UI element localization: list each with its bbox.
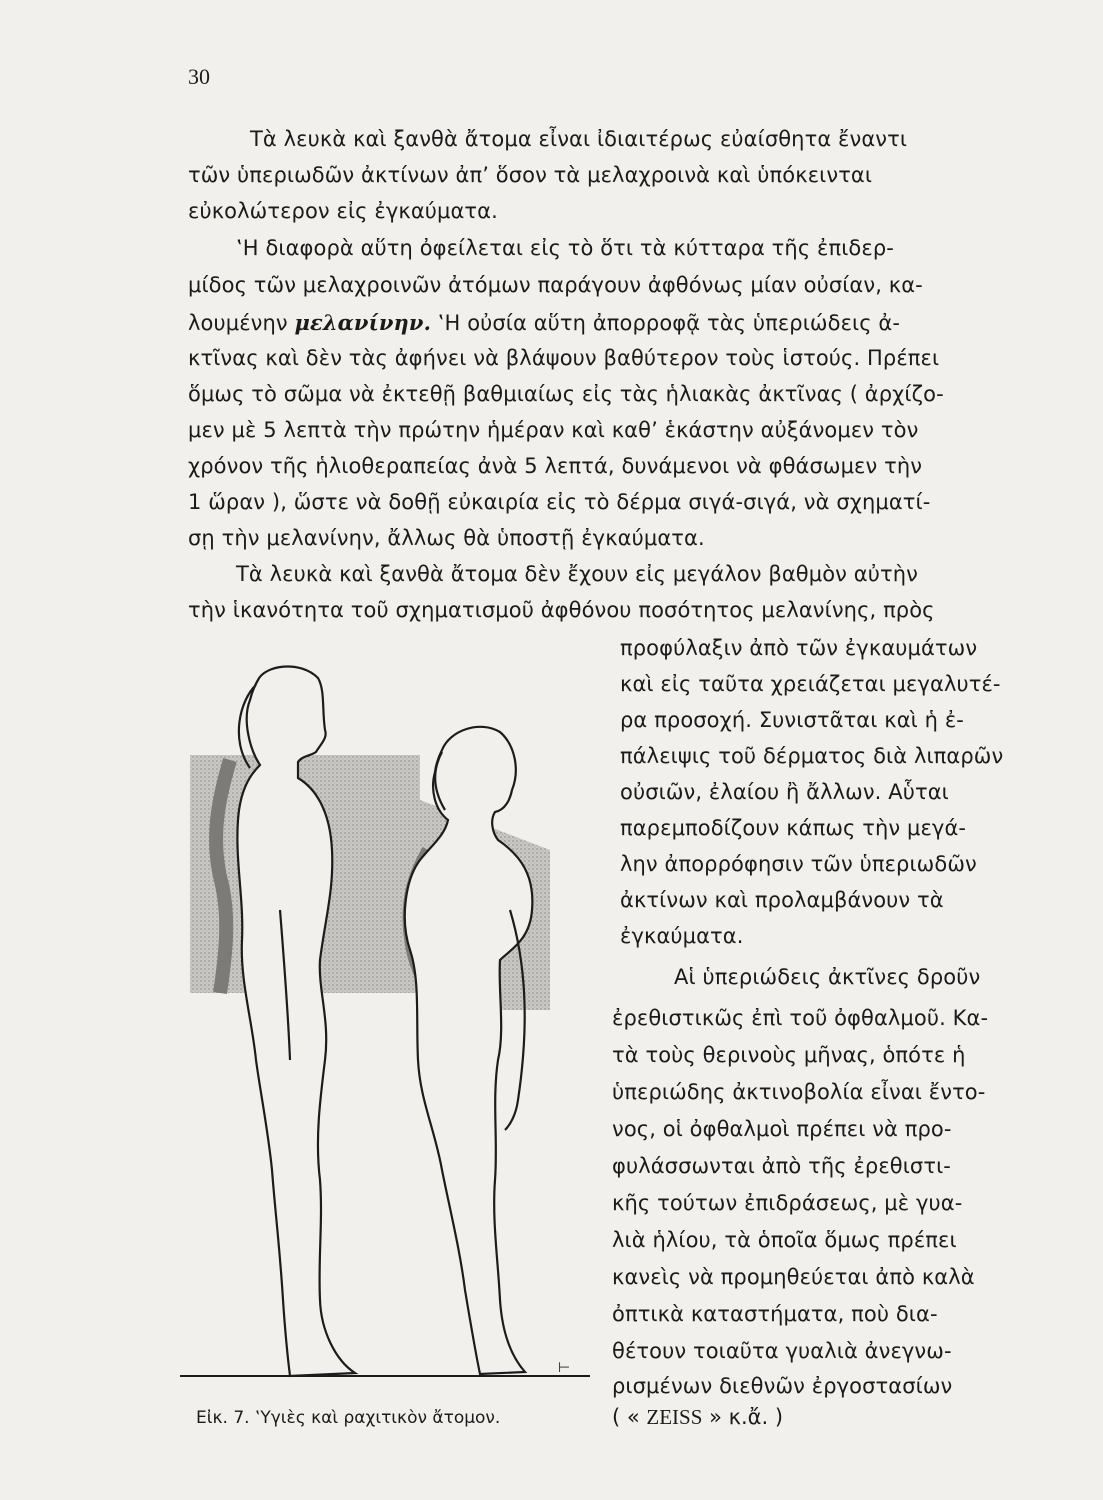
right-line-8: ἀκτίνων καὶ προλαμβάνουν τὰ [620,888,944,912]
text-line-3: εὐκολώτερον εἰς ἐγκαύματα. [188,199,498,223]
text-line-7: κτῖνας καὶ δὲν τὰς ἀφήνει νὰ βλάψουν βαθύτερον τοὺς ἱστούς. Πρέπει [188,346,940,370]
bracket-open: ( « [612,1405,647,1429]
zeiss-line [612,1405,783,1430]
term-melanin: μελανίνην. [294,310,431,335]
right-line-4: πάλειψις τοῦ δέρματος διὰ λιπαρῶν [620,744,1004,768]
text-line-4: ‛Η διαφορὰ αὕτη ὀφείλεται εἰς τὸ ὅτι τὰ κύτταρα τῆς ἐπιδερ- [236,236,894,260]
right-line-5: οὐσιῶν, ἐλαίου ἢ ἄλλων. Αὗται [620,780,949,804]
text-segment: ‛Η οὐσία αὕτη ἀπορροφᾷ τὰς ὑπεριώδεις ἀ- [430,311,901,335]
right-line-2: καὶ εἰς ταῦτα χρειάζεται μεγαλυτέ- [620,672,1001,696]
right-line-21: ρισμένων διεθνῶν ἐργοστασίων [612,1374,953,1398]
right-line-20: θέτουν τοιαῦτα γυαλιὰ ἀνεγνω- [612,1339,952,1363]
text-line-5: μίδος τῶν μελαχροινῶν ἀτόμων παράγουν ἀφθόνως μίαν οὐσίαν, κα- [188,273,923,297]
artist-mark: ⊢ [558,1360,571,1376]
right-line-7: λην ἀπορρόφησιν τῶν ὑπεριωδῶν [620,852,977,876]
right-line-17: λιὰ ἡλίου, τὰ ὁποῖα ὅμως πρέπει [612,1228,957,1252]
text-line-9: μεν μὲ 5 λεπτὰ τὴν πρώτην ἡμέραν καὶ καθ’ ἑκάστην αὐξάνομεν τὸν [188,418,919,442]
text-line-14: τὴν ἱκανότητα τοῦ σχηματισμοῦ ἀφθόνου ποσότητος μελανίνης, πρὸς [188,598,935,622]
right-line-15: φυλάσσωνται ἀπὸ τῆς ἐρεθιστι- [612,1154,951,1178]
text-line-8: ὅμως τὸ σῶμα νὰ ἐκτεθῇ βαθμιαίως εἰς τὰς ἡλιακὰς ἀκτῖνας ( ἀρχίζο- [188,382,944,406]
right-line-19: ὀπτικὰ καταστήματα, ποὺ δια- [612,1302,938,1326]
right-line-18: κανεὶς νὰ προμηθεύεται ἀπὸ καλὰ [612,1265,975,1289]
page-number: 30 [188,64,210,89]
right-line-3: ρα προσοχή. Συνιστᾶται καὶ ἡ ἐ- [620,708,964,732]
figure-caption: Εἰκ. 7. ‛Υγιὲς καὶ ραχιτικὸν ἄτομον. [196,1408,501,1428]
right-line-14: νος, οἱ ὀφθαλμοὶ πρέπει νὰ προ- [612,1117,952,1141]
text-segment: λουμένην [188,311,295,335]
text-line-2: τῶν ὑπεριωδῶν ἀκτίνων ἀπ’ ὅσον τὰ μελαχροινὰ καὶ ὑπόκεινται [188,163,873,187]
text-line-10: χρόνον τῆς ἡλιοθεραπείας ἀνὰ 5 λεπτά, δυνάμενοι νὰ φθάσωμεν τὴν [188,454,923,478]
right-line-1: προφύλαξιν ἀπὸ τῶν ἐγκαυμάτων [620,636,978,660]
text-line-12: σῃ τὴν μελανίνην, ἄλλως θὰ ὑποστῇ ἐγκαύματα. [188,526,705,550]
right-line-9: ἐγκαύματα. [620,924,744,948]
text-line-13: Τὰ λευκὰ καὶ ξανθὰ ἄτομα δὲν ἔχουν εἰς μεγάλον βαθμὸν αὐτὴν [236,562,918,586]
right-line-10: Αἱ ὑπεριώδεις ἀκτῖνες δροῦν [674,965,981,989]
text-line-1: Τὰ λευκὰ καὶ ξανθὰ ἄτομα εἶναι ἰδιαιτέρως εὐαίσθητα ἔναντι [250,127,908,151]
text-line-11: 1 ὥραν ), ὥστε νὰ δοθῇ εὐκαιρία εἰς τὸ δέρμα σιγά-σιγά, νὰ σχηματί- [188,490,931,514]
posture-figure [180,660,610,1390]
right-line-11: ἐρεθιστικῶς ἐπὶ τοῦ ὀφθαλμοῦ. Κα- [612,1006,989,1030]
bracket-close: » κ.ἄ. ) [702,1405,784,1429]
text-line-6 [188,310,900,335]
right-line-6: παρεμποδίζουν κάπως τὴν μεγά- [620,816,967,840]
brand-zeiss: ZEISS [646,1405,703,1429]
right-line-12: τὰ τοὺς θερινοὺς μῆνας, ὁπότε ἡ [612,1043,966,1067]
right-line-16: κῆς τούτων ἐπιδράσεως, μὲ γυα- [612,1191,963,1215]
right-line-13: ὑπεριώδης ἀκτινοβολία εἶναι ἔντο- [612,1080,986,1104]
